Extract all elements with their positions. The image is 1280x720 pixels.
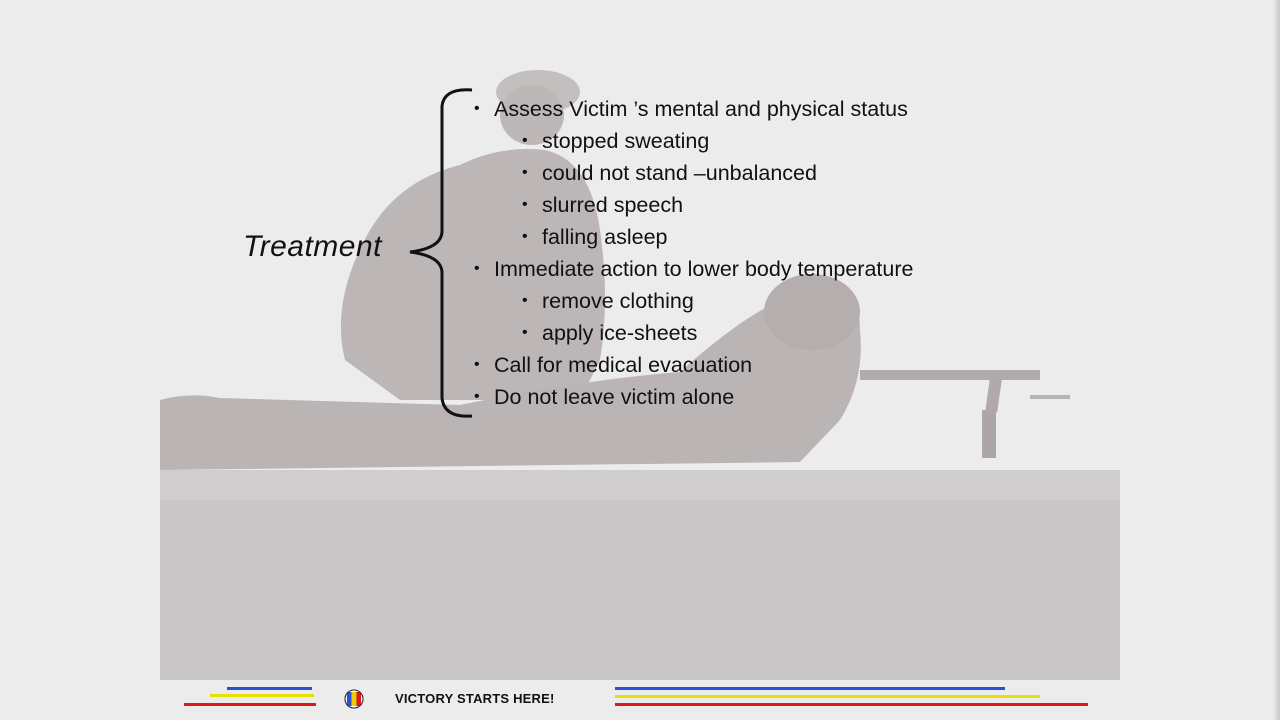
bullet-text: Immediate action to lower body temperature <box>494 257 914 281</box>
bullet-text: Call for medical evacuation <box>494 353 753 377</box>
bullet-text: Do not leave victim alone <box>494 385 735 409</box>
bullet-text: apply ice-sheets <box>542 321 698 345</box>
bullet-dot-icon: • <box>522 164 528 181</box>
footer-stripe-yellow-right <box>615 695 1040 698</box>
curly-brace-icon <box>402 86 476 420</box>
bullet-dot-icon: • <box>522 228 528 245</box>
sub-bullet-item <box>474 317 913 349</box>
bullet-dot-icon: • <box>522 324 528 341</box>
bullet-item <box>474 381 913 413</box>
bullet-text: could not stand –unbalanced <box>542 161 817 185</box>
bullet-dot-icon: • <box>474 260 480 277</box>
bullet-text: Assess Victim ’s mental and physical status <box>494 97 908 121</box>
treatment-label: Treatment <box>243 230 382 263</box>
bullet-dot-icon: • <box>522 132 528 149</box>
footer-stripe-blue-left <box>227 687 312 690</box>
bullet-text: slurred speech <box>542 193 684 217</box>
treatment-bullet-list <box>474 93 913 413</box>
bullet-item <box>474 253 913 285</box>
slide-footer <box>160 680 1120 720</box>
sub-bullet-item <box>474 221 913 253</box>
slide-edge <box>1274 0 1280 720</box>
bullet-dot-icon: • <box>474 388 480 405</box>
sub-bullet-item <box>474 125 913 157</box>
footer-stripe-blue-right <box>615 687 1005 690</box>
bullet-text: remove clothing <box>542 289 694 313</box>
bullet-dot-icon: • <box>474 356 480 373</box>
logo-icon <box>344 689 364 709</box>
bullet-text: stopped sweating <box>542 129 710 153</box>
bullet-dot-icon: • <box>522 196 528 213</box>
sub-bullet-item <box>474 285 913 317</box>
bullet-item <box>474 349 913 381</box>
footer-stripe-red-left <box>184 703 316 706</box>
bullet-text: falling asleep <box>542 225 668 249</box>
bullet-dot-icon: • <box>474 100 480 117</box>
footer-stripe-yellow-left <box>210 694 314 697</box>
sub-bullet-item <box>474 157 913 189</box>
footer-stripe-red-right <box>615 703 1088 706</box>
bullet-item <box>474 93 913 125</box>
footer-motto: VICTORY STARTS HERE! <box>395 691 555 706</box>
bullet-dot-icon: • <box>522 292 528 309</box>
sub-bullet-item <box>474 189 913 221</box>
